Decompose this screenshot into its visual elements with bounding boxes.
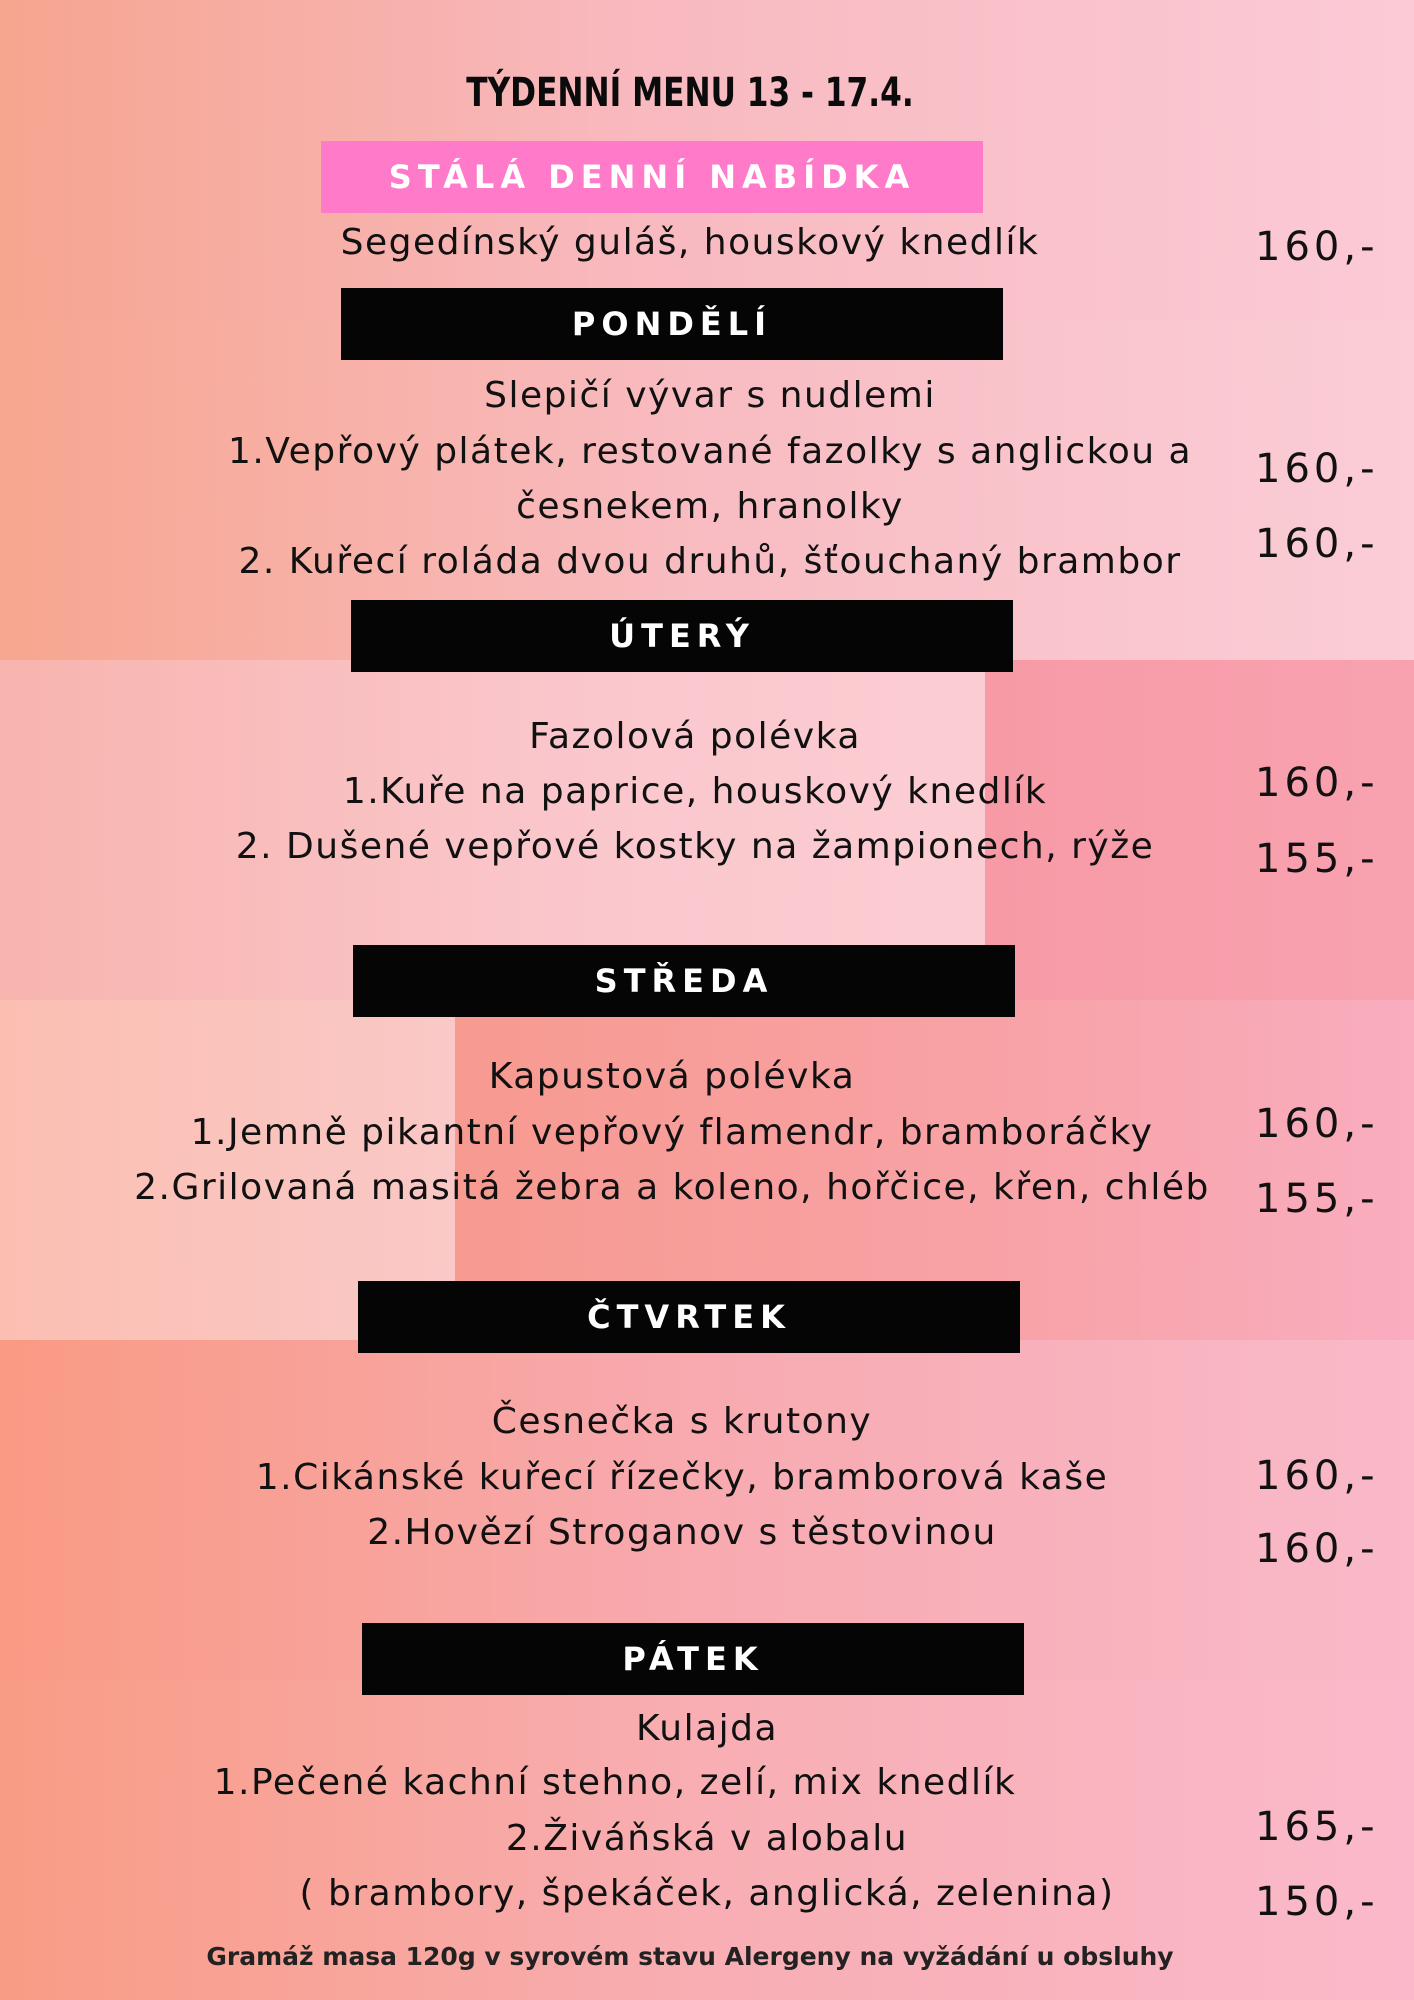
tuesday-soup: Fazolová polévka [529, 716, 861, 757]
monday-soup: Slepičí vývar s nudlemi [484, 375, 936, 416]
monday-line-3: 2. Kuřecí roláda dvou druhů, šťouchaný brambor [238, 541, 1182, 582]
monday-price-1: 160,- [1255, 446, 1379, 492]
friday-price-1: 165,- [1255, 1804, 1379, 1850]
friday-line-1: 1.Pečené kachní stehno, zelí, mix knedlík [213, 1762, 1017, 1803]
thursday-price-2: 160,- [1255, 1526, 1379, 1572]
wednesday-line-1: 1.Jemně pikantní vepřový flamendr, bramboráčky [190, 1112, 1154, 1153]
monday-price-2: 160,- [1255, 521, 1379, 567]
tuesday-heading: ÚTERÝ [351, 600, 1013, 672]
thursday-line-1: 1.Cikánské kuřecí řízečky, bramborová kaše [255, 1457, 1109, 1498]
menu-title: TÝDENNÍ MENU 13 - 17.4. [466, 70, 914, 116]
friday-heading: PÁTEK [362, 1623, 1024, 1695]
monday-line-1: 1.Vepřový plátek, restované fazolky s anglickou a [227, 431, 1193, 472]
wednesday-line-2: 2.Grilovaná masitá žebra a koleno, hořčice, křen, chléb [134, 1167, 1210, 1208]
standing-offer-price: 160,- [1255, 224, 1379, 270]
footer-note: Gramáž masa 120g v syrovém stavu Alergeny na vyžádání u obsluhy [206, 1942, 1174, 1971]
tuesday-line-1: 1.Kuře na paprice, houskový knedlík [342, 771, 1048, 812]
monday-heading: PONDĚLÍ [341, 288, 1003, 360]
monday-line-2: česnekem, hranolky [516, 486, 904, 527]
friday-soup: Kulajda [635, 1708, 779, 1749]
thursday-soup: Česnečka s krutony [491, 1401, 873, 1442]
thursday-line-2: 2.Hovězí Stroganov s těstovinou [367, 1512, 997, 1553]
thursday-heading: ČTVRTEK [358, 1281, 1020, 1353]
friday-line-2: 2.Živáňská v alobalu [505, 1818, 909, 1859]
standing-offer-heading: STÁLÁ DENNÍ NABÍDKA [321, 141, 983, 213]
wednesday-price-2: 155,- [1255, 1176, 1379, 1222]
tuesday-price-2: 155,- [1255, 836, 1379, 882]
wednesday-heading: STŘEDA [353, 945, 1015, 1017]
friday-price-2: 150,- [1255, 1879, 1379, 1925]
tuesday-price-1: 160,- [1255, 760, 1379, 806]
thursday-price-1: 160,- [1255, 1453, 1379, 1499]
friday-line-3: ( brambory, špekáček, anglická, zelenina) [299, 1873, 1115, 1914]
standing-offer-item: Segedínský guláš, houskový knedlík [340, 222, 1040, 263]
tuesday-line-2: 2. Dušené vepřové kostky na žampionech, rýže [235, 826, 1155, 867]
wednesday-soup: Kapustová polévka [488, 1056, 856, 1097]
wednesday-price-1: 160,- [1255, 1101, 1379, 1147]
